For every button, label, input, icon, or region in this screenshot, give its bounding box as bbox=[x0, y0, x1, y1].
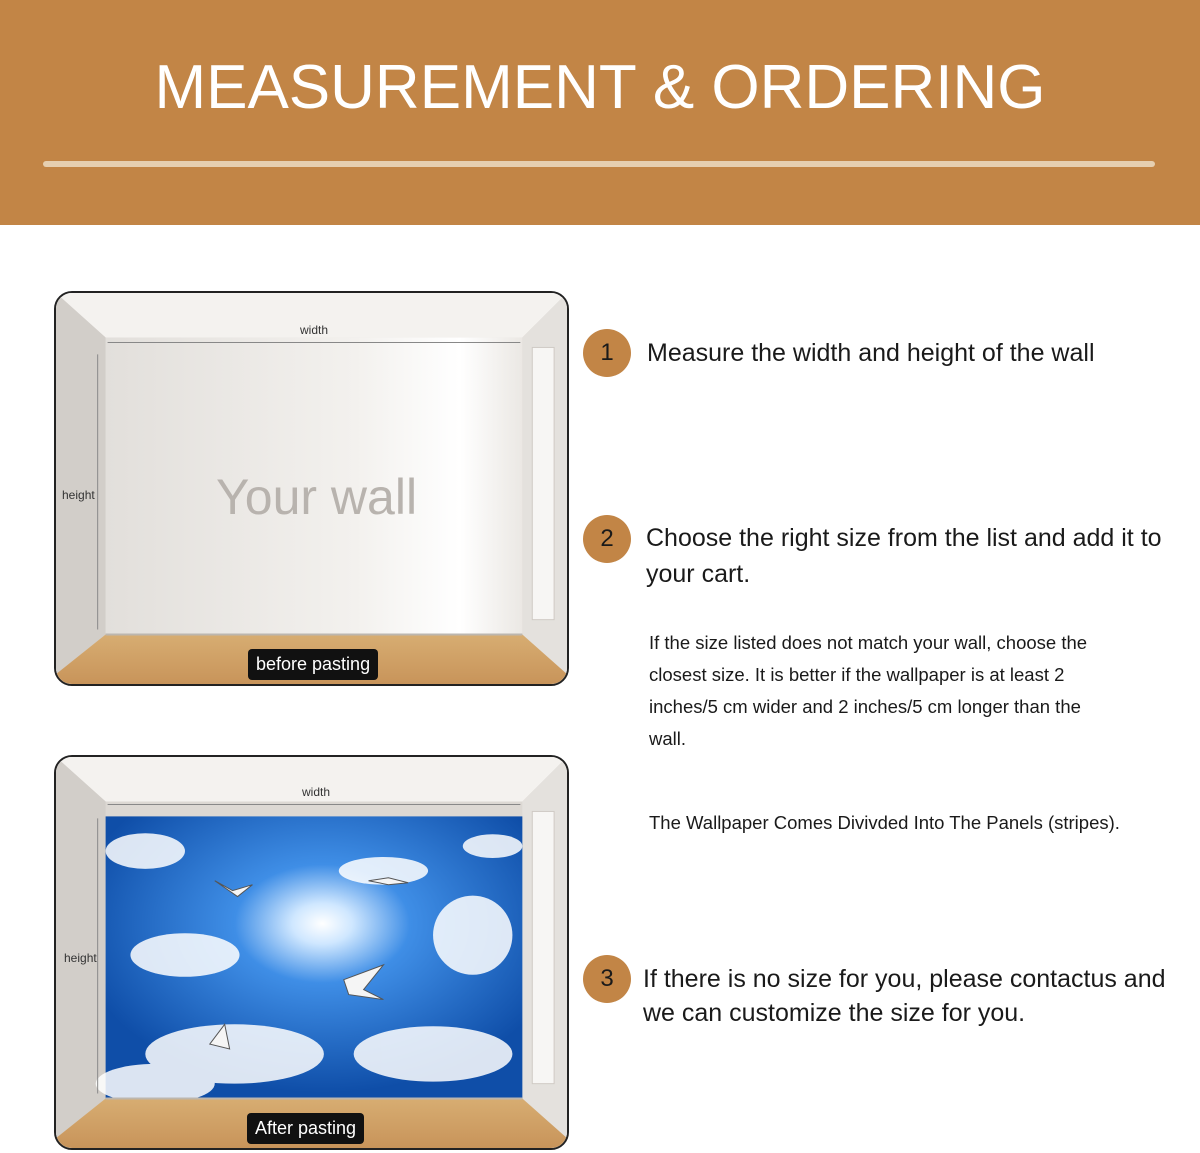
step-1-text: Measure the width and height of the wall bbox=[647, 339, 1095, 367]
width-label: width bbox=[302, 785, 331, 799]
step-1-number: 1 bbox=[583, 329, 631, 377]
sky-mural-room-image bbox=[56, 757, 567, 1148]
step-2-text: Choose the right size from the list and add it to your cart. bbox=[646, 524, 1162, 588]
height-label: height bbox=[62, 488, 95, 502]
panels-note: The Wallpaper Comes Divivded Into The Panels (stripes). bbox=[649, 812, 1120, 833]
after-pasting-illustration bbox=[54, 755, 569, 1150]
wall-placeholder-text: Your wall bbox=[216, 469, 418, 525]
before-pasting-illustration bbox=[54, 291, 569, 686]
step-2-number: 2 bbox=[583, 515, 631, 563]
before-pasting-badge: before pasting bbox=[248, 649, 378, 680]
size-note: If the size listed does not match your wall, choose the closest size. It is better if the wallpaper is at least 2 inches/5 cm wider and 2 inches/5 cm longer than the wall. bbox=[649, 632, 1088, 749]
height-label: height bbox=[64, 951, 97, 965]
width-label: width bbox=[300, 323, 329, 337]
after-pasting-badge: After pasting bbox=[247, 1113, 364, 1144]
header-divider bbox=[43, 161, 1155, 167]
page-title: MEASUREMENT & ORDERING bbox=[154, 53, 1046, 122]
header-banner bbox=[0, 0, 1200, 225]
step-3-number: 3 bbox=[583, 955, 631, 1003]
step-3-text: If there is no size for you, please contactus and we can customize the size for you. bbox=[643, 965, 1166, 1027]
